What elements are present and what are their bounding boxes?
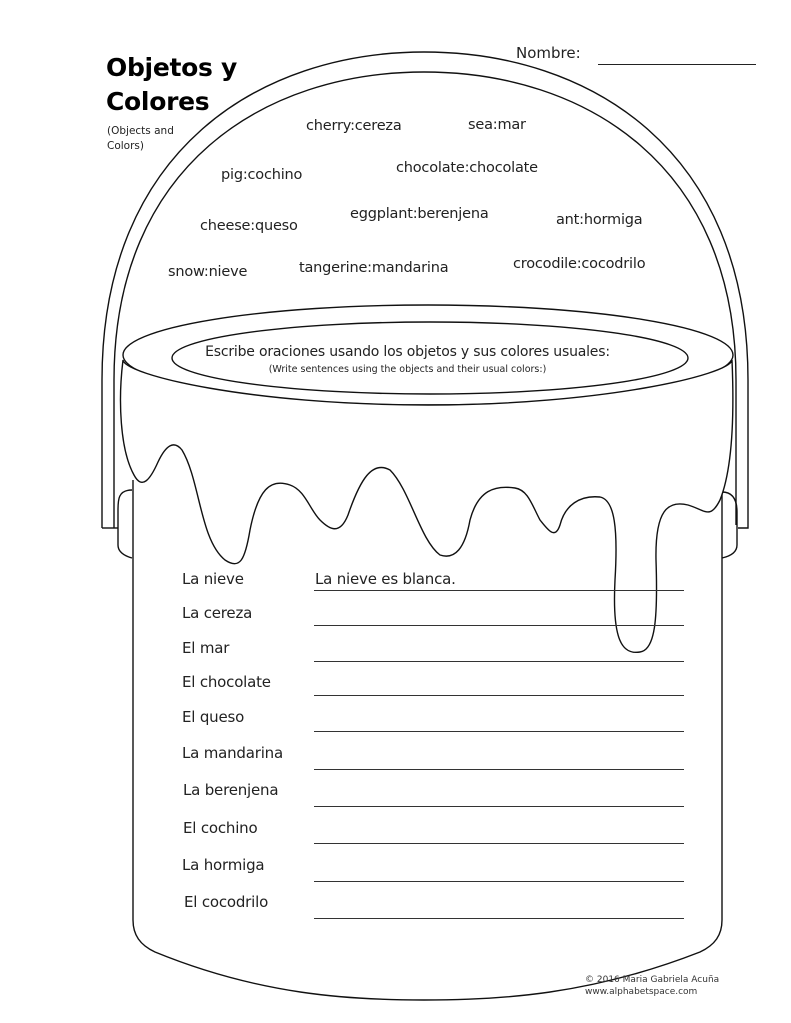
instructions-spanish: Escribe oraciones usando los objetos y sus colores usuales: xyxy=(205,344,610,360)
answer-line[interactable] xyxy=(314,769,684,770)
worksheet-title-line1: Objetos y xyxy=(106,53,237,82)
exercise-prompt: La mandarina xyxy=(182,744,283,762)
exercise-prompt: El mar xyxy=(182,639,230,657)
name-input-line[interactable] xyxy=(598,64,756,65)
answer-line[interactable] xyxy=(314,731,684,732)
vocab-item: eggplant:berenjena xyxy=(350,206,489,222)
worksheet-title-line2: Colores xyxy=(106,87,210,116)
website-text: www.alphabetspace.com xyxy=(585,987,698,997)
answer-line[interactable] xyxy=(314,590,684,591)
vocab-item: cheese:queso xyxy=(200,218,298,234)
exercise-prompt: La cereza xyxy=(182,604,253,622)
exercise-prompt: El chocolate xyxy=(182,673,271,691)
exercise-prompt: El cocodrilo xyxy=(184,893,269,911)
answer-line[interactable] xyxy=(314,843,684,844)
exercise-prompt: La hormiga xyxy=(182,856,265,874)
vocab-item: sea:mar xyxy=(468,117,526,133)
answer-line[interactable] xyxy=(314,695,684,696)
exercise-prompt: La berenjena xyxy=(183,781,279,799)
handle-knob-left xyxy=(118,490,132,558)
answer-line[interactable] xyxy=(314,918,684,919)
vocab-item: cherry:cereza xyxy=(306,118,402,134)
exercise-prompt: La nieve xyxy=(182,570,244,588)
answer-line[interactable] xyxy=(314,625,684,626)
vocab-item: pig:cochino xyxy=(221,167,303,183)
copyright-text: © 2016 Maria Gabriela Acuña xyxy=(585,975,720,985)
answer-line[interactable] xyxy=(314,661,684,662)
handle-knob-right xyxy=(722,492,737,558)
exercise-prompt: El cochino xyxy=(183,819,258,837)
instructions-english: (Write sentences using the objects and their usual colors:) xyxy=(268,364,547,375)
exercise-prompt: El queso xyxy=(182,708,245,726)
answer-line[interactable] xyxy=(314,806,684,807)
answer-line[interactable] xyxy=(314,881,684,882)
vocab-item: snow:nieve xyxy=(168,264,248,280)
worksheet-subtitle: (Objects and Colors) xyxy=(107,125,174,152)
name-label: Nombre: xyxy=(516,44,581,62)
vocab-item: tangerine:mandarina xyxy=(299,260,449,276)
exercise-answer[interactable]: La nieve es blanca. xyxy=(315,570,456,588)
vocab-item: ant:hormiga xyxy=(556,212,643,228)
vocab-item: crocodile:cocodrilo xyxy=(513,256,646,272)
vocab-item: chocolate:chocolate xyxy=(396,160,538,176)
